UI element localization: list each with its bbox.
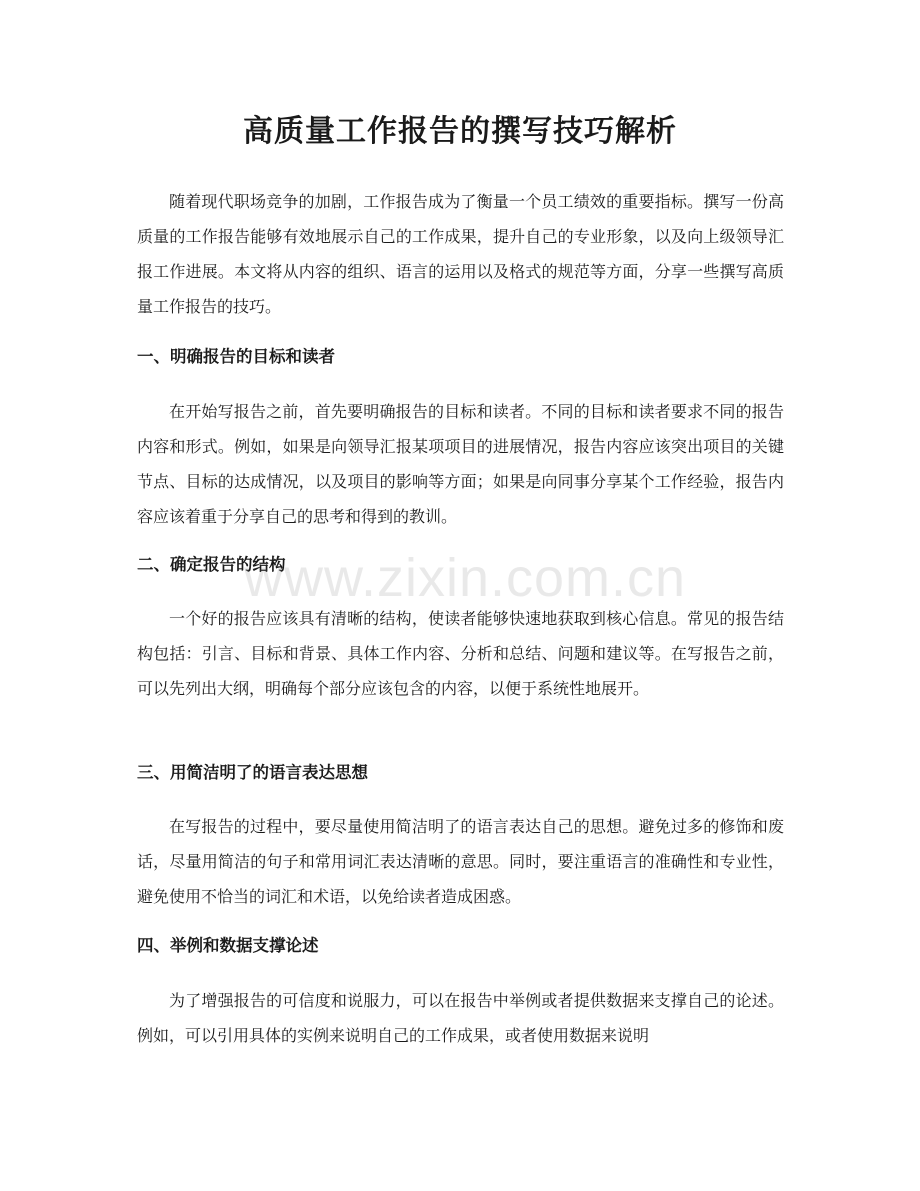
section-body-1: 在开始写报告之前，首先要明确报告的目标和读者。不同的目标和读者要求不同的报告内容和形式。例如，如果是向领导汇报某项项目的进展情况，报告内容应该突出项目的关键节点、目标的达成情况，以及项目的影响等方面；如果是向同事分享某个工作经验，报告内容应该着重于分享自己的思考和得到的教训。 [137,402,784,526]
section-heading-2: 二、确定报告的结构 [137,555,286,574]
section-heading-1: 一、明确报告的目标和读者 [137,347,335,366]
section-body-3: 在写报告的过程中，要尽量使用简洁明了的语言表达自己的思想。避免过多的修饰和废话，尽量用简洁的句子和常用词汇表达清晰的意思。同时，要注重语言的准确性和专业性，避免使用不恰当的词汇和术语，以免给读者造成困惑。 [137,817,784,906]
watermark: www.zixin.com.cn [243,548,687,608]
intro-paragraph: 随着现代职场竞争的加剧，工作报告成为了衡量一个员工绩效的重要指标。撰写一份高质量的工作报告能够有效地展示自己的工作成果，提升自己的专业形象，以及向上级领导汇报工作进展。本文将从内容的组织、语言的运用以及格式的规范等方面，分享一些撰写高质量工作报告的技巧。 [137,192,784,316]
section-body-4: 为了增强报告的可信度和说服力，可以在报告中举例或者提供数据来支撑自己的论述。例如，可以引用具体的实例来说明自己的工作成果，或者使用数据来说明 [137,991,784,1045]
document-title: 高质量工作报告的撰写技巧解析 [243,114,677,149]
section-body-2: 一个好的报告应该具有清晰的结构，使读者能够快速地获取到核心信息。常见的报告结构包括：引言、目标和背景、具体工作内容、分析和总结、问题和建议等。在写报告之前，可以先列出大纲，明确每个部分应该包含的内容，以便于系统性地展开。 [137,609,784,698]
section-heading-4: 四、举例和数据支撑论述 [137,936,319,955]
section-heading-3: 三、用简洁明了的语言表达思想 [137,763,368,782]
